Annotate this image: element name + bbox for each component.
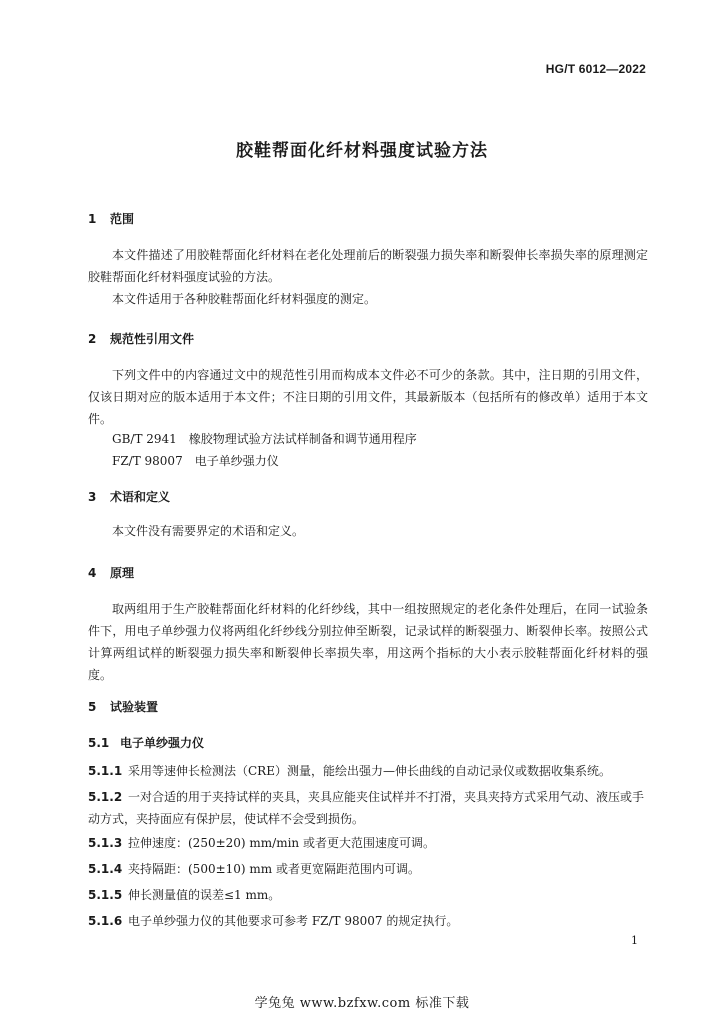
clause-5-1-5: [88, 884, 648, 906]
section-title: 原理: [110, 566, 135, 580]
section-5-heading: [88, 698, 158, 715]
section-3-paragraph-1: 本文件没有需要界定的术语和定义。: [112, 524, 305, 538]
clause-number: 5.1.4: [88, 862, 123, 876]
section-3-heading: [88, 488, 170, 505]
clause-number: 5.1.5: [88, 888, 123, 902]
clause-text: 夹持隔距：(500±10) mm 或者更宽隔距范围内可调。: [128, 862, 420, 876]
subsection-title: 电子单纱强力仪: [120, 736, 205, 750]
section-title: 范围: [110, 212, 135, 226]
section-title: 规范性引用文件: [110, 332, 195, 346]
normative-reference-1: GB/T 2941 橡胶物理试验方法试样制备和调节通用程序: [112, 432, 417, 446]
section-number: 4: [88, 566, 97, 580]
section-4-paragraph-1: 取两组用于生产胶鞋帮面化纤材料的化纤纱线，其中一组按照规定的老化条件处理后，在同一试验条件下，用电子单纱强力仪将两组化纤纱线分别拉伸至断裂，记录试样的断裂强力、断裂伸长率。按照公式计算两组试样的断裂强力损失率和断裂伸长率损失率，用这两个指标的大小表示胶鞋帮面化纤材料的强度。: [88, 602, 648, 682]
section-number: 5: [88, 700, 97, 714]
section-4-heading: [88, 564, 134, 581]
section-2-paragraph-1: 下列文件中的内容通过文中的规范性引用而构成本文件必不可少的条款。其中，注日期的引用文件，仅该日期对应的版本适用于本文件；不注日期的引用文件，其最新版本（包括所有的修改单）适用于本文件。: [88, 368, 648, 426]
clause-5-1-4: [88, 858, 648, 880]
watermark-text: 学兔兔 www.bzfxw.com 标准下载: [254, 996, 470, 1011]
normative-reference-2: FZ/T 98007 电子单纱强力仪: [112, 454, 279, 468]
section-1-paragraph-2: 本文件适用于各种胶鞋帮面化纤材料强度的测定。: [112, 292, 377, 306]
section-title: 试验装置: [110, 700, 159, 714]
clause-number: 5.1.6: [88, 914, 123, 928]
clause-text: 伸长测量值的误差≤1 mm。: [128, 888, 281, 902]
clause-number: 5.1.3: [88, 836, 123, 850]
clause-number: 5.1.1: [88, 764, 123, 778]
standard-number: HG/T 6012—2022: [545, 62, 646, 76]
page-number: 1: [631, 934, 638, 947]
section-1-paragraph-1: 本文件描述了用胶鞋帮面化纤材料在老化处理前后的断裂强力损失率和断裂伸长率损失率的原理测定胶鞋帮面化纤材料强度试验的方法。: [88, 248, 648, 284]
clause-number: 5.1.2: [88, 790, 123, 804]
clause-5-1-6: [88, 910, 648, 932]
section-title: 术语和定义: [110, 490, 171, 504]
document-title: 胶鞋帮面化纤材料强度试验方法: [236, 141, 488, 161]
section-1-heading: [88, 210, 134, 227]
subsection-5-1-heading: [88, 734, 204, 751]
section-number: 2: [88, 332, 97, 346]
section-number: 3: [88, 490, 97, 504]
clause-5-1-2: [88, 786, 648, 830]
subsection-number: 5.1: [88, 736, 110, 750]
clause-5-1-1: [88, 760, 648, 782]
section-2-heading: [88, 330, 194, 347]
clause-text: 拉伸速度：(250±20) mm/min 或者更大范围速度可调。: [128, 836, 435, 850]
clause-text: 一对合适的用于夹持试样的夹具，夹具应能夹住试样并不打滑，夹具夹持方式采用气动、液压或手动方式，夹持面应有保护层，使试样不会受到损伤。: [88, 790, 645, 826]
clause-text: 电子单纱强力仪的其他要求可参考 FZ/T 98007 的规定执行。: [128, 914, 459, 928]
clause-5-1-3: [88, 832, 648, 854]
section-number: 1: [88, 212, 97, 226]
clause-text: 采用等速伸长检测法（CRE）测量，能绘出强力—伸长曲线的自动记录仪或数据收集系统。: [128, 764, 611, 778]
